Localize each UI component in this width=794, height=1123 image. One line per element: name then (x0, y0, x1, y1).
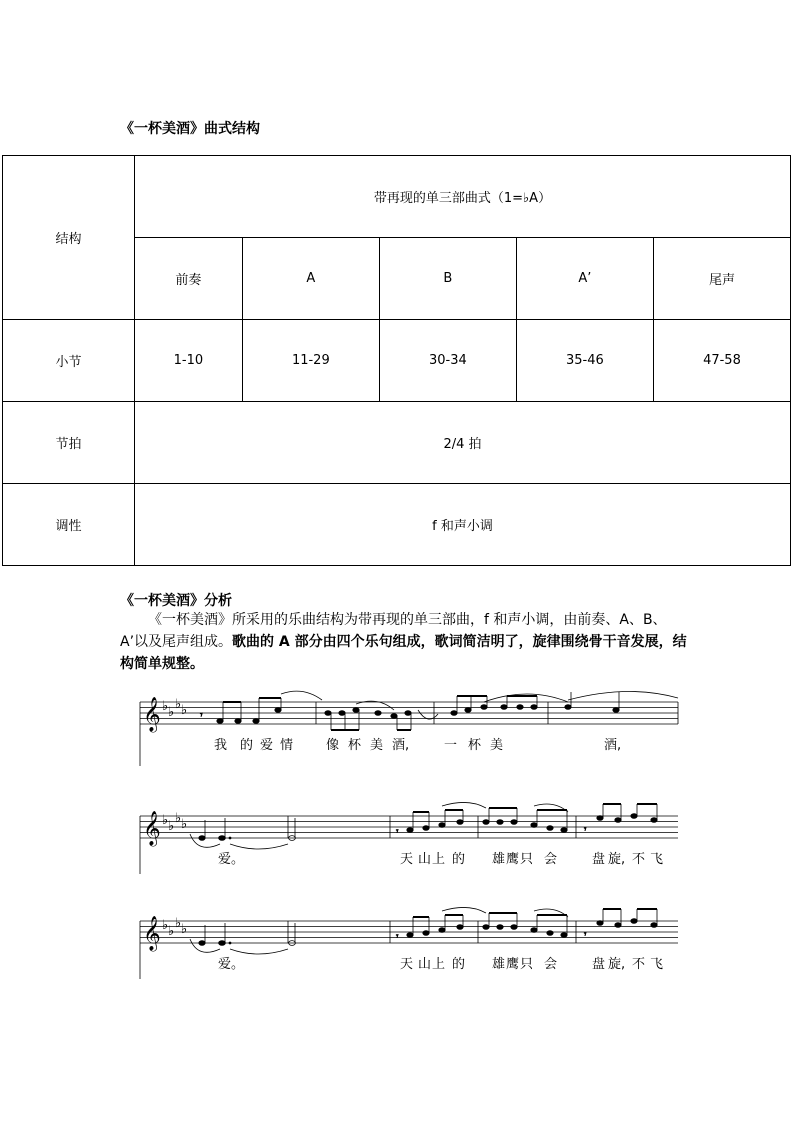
lyric: 爱。 (218, 957, 245, 972)
key-cell: f 和声小调 (135, 484, 791, 566)
lyric: 旋, (608, 852, 626, 867)
structure-title: 《一杯美酒》曲式结构 (120, 121, 260, 137)
section-cell: 前奏 (135, 238, 243, 320)
meter-cell: 2/4 拍 (135, 402, 791, 484)
row-label-meter: 节拍 (3, 402, 135, 484)
flat-icon: ♭ (168, 819, 175, 834)
flat-icon: ♭ (175, 697, 182, 712)
lyric: 只 (520, 852, 534, 867)
lyric: 上 (432, 852, 446, 867)
lyric: 飞 (650, 852, 664, 867)
measure-cell: 11-29 (242, 320, 379, 402)
lyric: 山 (418, 852, 432, 867)
lyric: 美 (370, 738, 384, 753)
lyric: 的 (240, 738, 254, 753)
analysis-text: 《一杯美酒》所采用的乐曲结构为带再现的单三部曲，f 和声小调，由前奏、A、B、A’以及尾声组成。 (120, 612, 667, 650)
treble-clef-icon: 𝄞 (143, 811, 161, 846)
flat-icon: ♭ (175, 811, 182, 826)
flat-icon: ♭ (181, 922, 188, 937)
treble-clef-icon: 𝄞 (143, 697, 161, 732)
lyric: 只 (520, 957, 534, 972)
lyric: 杯 (468, 738, 482, 753)
flat-icon: ♭ (162, 699, 169, 714)
lyric: 情 (280, 738, 294, 753)
analysis-title: 《一杯美酒》分析 (120, 593, 232, 609)
lyric: 不 (632, 852, 646, 867)
lyric: 会 (544, 957, 558, 972)
rest-icon: 𝄾 (584, 825, 587, 835)
lyric: 盘 (592, 957, 606, 972)
score-line-2 (138, 800, 683, 876)
flat-icon: ♭ (168, 924, 175, 939)
row-label-structure: 结构 (3, 156, 135, 320)
form-caption: 带再现的单三部曲式（1=♭A） (135, 156, 791, 238)
lyric: 的 (452, 852, 466, 867)
rest-icon: 𝄾 (396, 827, 399, 837)
flat-icon: ♭ (162, 918, 169, 933)
lyric: 鹰 (506, 957, 520, 972)
flat-icon: ♭ (181, 817, 188, 832)
lyric: 一 (444, 738, 458, 753)
flat-icon: ♭ (181, 703, 188, 718)
rest-icon: 𝄾 (584, 930, 587, 940)
lyric: 杯 (348, 738, 362, 753)
lyric: 飞 (650, 957, 664, 972)
structure-table (2, 155, 791, 566)
lyric: 山 (418, 957, 432, 972)
flat-icon: ♭ (175, 916, 182, 931)
score-line-3 (138, 905, 683, 981)
lyric: 天 (400, 957, 414, 972)
lyric: 天 (400, 852, 414, 867)
row-label-measures: 小节 (3, 320, 135, 402)
lyric: 美 (490, 738, 504, 753)
section-cell: B (379, 238, 516, 320)
lyric: 旋, (608, 957, 626, 972)
score-line-1 (138, 688, 683, 768)
measure-cell: 30-34 (379, 320, 516, 402)
section-cell: A’ (516, 238, 653, 320)
lyric: 雄 (492, 852, 506, 867)
analysis-text-bold: 歌曲的 A 部分由四个乐句组成，歌词简洁明了，旋律围绕骨干音发展，结构简单规整。 (120, 634, 687, 672)
flat-icon: ♭ (168, 705, 175, 720)
lyric: 像 (326, 738, 340, 753)
lyric: 会 (544, 852, 558, 867)
lyric: 酒, (604, 738, 622, 753)
lyric: 盘 (592, 852, 606, 867)
flat-icon: ♭ (162, 813, 169, 828)
lyric: 我 (214, 738, 228, 753)
measure-cell: 47-58 (653, 320, 790, 402)
rest-icon: 𝄾 (200, 710, 203, 721)
lyric: 鹰 (506, 852, 520, 867)
section-cell: A (242, 238, 379, 320)
lyric: 雄 (492, 957, 506, 972)
row-label-key: 调性 (3, 484, 135, 566)
section-cell: 尾声 (653, 238, 790, 320)
rest-icon: 𝄾 (396, 932, 399, 942)
treble-clef-icon: 𝄞 (143, 916, 161, 951)
lyric: 爱 (260, 738, 274, 753)
lyric: 上 (432, 957, 446, 972)
lyric: 爱。 (218, 852, 245, 867)
lyric: 酒, (392, 738, 410, 753)
analysis-paragraph (120, 609, 690, 675)
lyric: 的 (452, 957, 466, 972)
measure-cell: 35-46 (516, 320, 653, 402)
measure-cell: 1-10 (135, 320, 243, 402)
lyric: 不 (632, 957, 646, 972)
